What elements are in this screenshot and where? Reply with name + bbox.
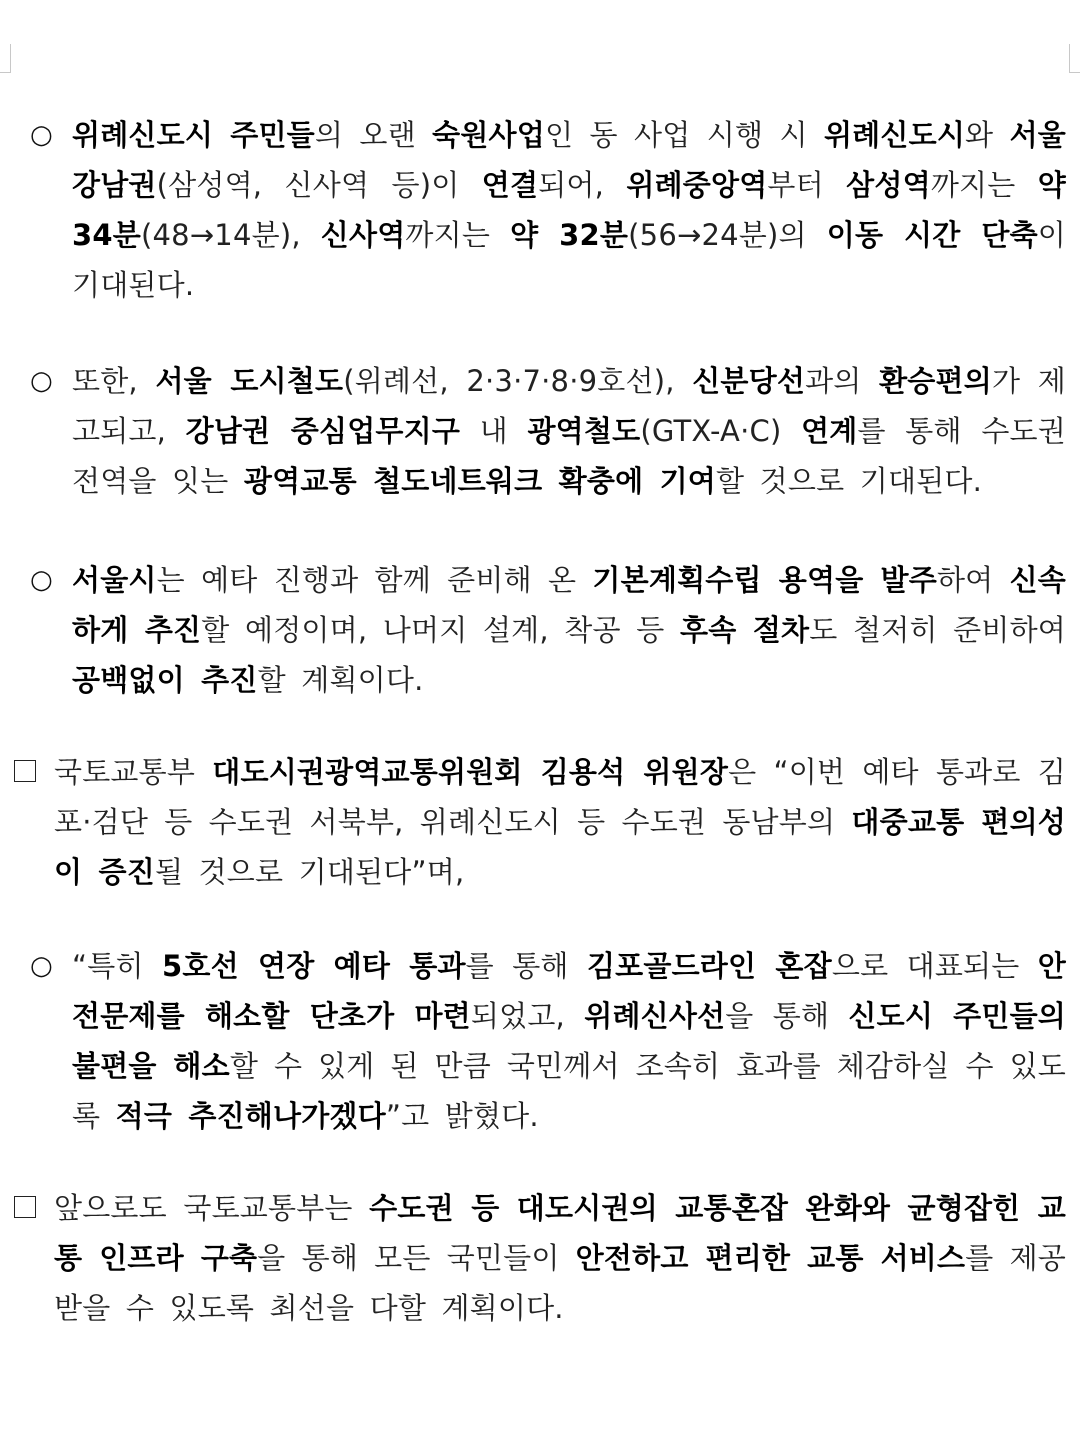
bold-text-run: 약 34분 [72,168,1066,252]
bold-text-run: 위례중앙역 [626,168,768,202]
text-run: (위례선, 2·3·7·8·9호선), [343,364,693,398]
bullet-circle: ○ [30,565,53,595]
text-run: “특히 [72,949,162,983]
text-run: 와 [965,118,1010,152]
bold-text-run: 환승편의 [879,364,992,398]
text-run: 를 통해 수도권 전역을 잇는 [72,414,1066,498]
paragraph-4 [54,747,1066,897]
bold-text-run: 약 32분 [510,218,629,252]
page-corner-mark-left [0,44,11,73]
text-run: 또한, [72,364,156,398]
text-run: 할 계획이다. [257,663,424,697]
text-run: 되어, [538,168,627,202]
text-run: 의 오랜 [314,118,433,152]
bullet-circle: ○ [30,120,53,150]
text-run: 할 예정이며, 나머지 설계, 착공 등 [201,613,680,647]
bold-text-run: 서울 도시철도 [155,364,344,398]
bold-text-run: 위례신도시 주민들 [72,118,315,152]
bold-text-run: 위례신도시 [823,118,966,152]
bold-text-run: 강남권 중심업무지구 [185,414,461,448]
text-run: 앞으로도 국토교통부는 [54,1191,370,1225]
text-run: 가 제고되고, [72,364,1066,448]
text-run: 으로 대표되는 [831,949,1038,983]
bold-text-run: 광역교통 철도네트워크 확충에 기여 [243,464,717,498]
square-bullet-icon [14,760,36,782]
text-run: 는 예타 진행과 함께 준비해 온 [156,563,593,597]
bold-text-run: 신사역 [320,218,406,252]
text-run: 까지는 [405,218,511,252]
bullet-circle: ○ [30,951,53,981]
text-run: (56→24분)의 [628,218,827,252]
text-run: (삼성역, 신사역 등)이 [156,168,482,202]
text-run: (GTX-A·C) [640,414,802,448]
text-run: 하여 [936,563,1010,597]
bold-text-run: 이동 시간 단축 [826,218,1038,252]
text-run: 될 것으로 기대된다”며, [154,855,465,889]
bold-text-run: 연계 [801,414,858,448]
text-run: 을 통해 [725,999,849,1033]
text-run: 도 철저히 준비하여 [809,613,1067,647]
bold-text-run: 김포골드라인 혼잡 [586,949,832,983]
bold-text-run: 신속하게 추진 [72,563,1067,647]
bold-text-run: 후속 절차 [680,613,810,647]
bold-text-run: 안전하고 편리한 교통 서비스 [575,1241,966,1275]
text-run: 를 제공받을 수 있도록 최선을 다할 계획이다. [54,1241,1066,1325]
bold-text-run: 숙원사업 [432,118,545,152]
bold-text-run: 기본계획수립 용역을 발주 [592,563,937,597]
paragraph-1 [72,110,1066,310]
bold-text-run: 대중교통 편의성이 증진 [54,805,1067,889]
bold-text-run: 신도시 주민들의 불편을 해소 [72,999,1066,1083]
square-bullet-icon [14,1196,36,1218]
paragraph-6 [54,1183,1066,1333]
text-run: 까지는 [930,168,1038,202]
text-run: 과의 [805,364,880,398]
text-run: 은 “이번 예타 통과로 김포·검단 등 수도권 서북부, 위례신도시 등 수도권 동남부의 [54,755,1066,839]
bold-text-run: 삼성역 [846,168,931,202]
text-run: 되었고, [470,999,585,1033]
bullet-circle: ○ [30,366,53,396]
bold-text-run: 서울 강남권 [72,118,1066,202]
paragraph-2 [72,356,1066,506]
bold-text-run: 서울시 [72,563,157,597]
bold-text-run: 위례신사선 [584,999,726,1033]
text-run: 국토교통부 [54,755,213,789]
text-run: 내 [460,414,528,448]
bold-text-run: 수도권 등 대도시권의 교통혼잡 완화와 균형잡힌 교통 인프라 구축 [54,1191,1066,1275]
bold-text-run: 적극 추진해나가겠다 [115,1099,386,1133]
bold-text-run: 광역철도 [527,414,641,448]
text-run: 인 동 사업 시행 시 [544,118,824,152]
paragraph-3 [72,555,1066,705]
text-run: 할 것으로 기대된다. [716,464,982,498]
text-run: ”고 밝혔다. [385,1099,539,1133]
text-run: 할 수 있게 된 만큼 국민께서 조속히 효과를 체감하실 수 있도록 [72,1049,1066,1133]
paragraph-5 [72,941,1066,1141]
text-run: 부터 [767,168,847,202]
text-run: 이 기대된다. [72,218,1067,302]
page-corner-mark-right [1069,44,1080,73]
bold-text-run: 대도시권광역교통위원회 김용석 위원장 [212,755,729,789]
bold-text-run: 공백없이 추진 [72,663,258,697]
bold-text-run: 신분당선 [692,364,806,398]
text-run: 을 통해 모든 국민들이 [257,1241,576,1275]
text-run: (48→14분), [140,218,321,252]
text-run: 를 통해 [465,949,587,983]
bold-text-run: 연결 [481,168,539,202]
bold-text-run: 5호선 연장 예타 통과 [161,949,466,983]
bold-text-run: 안전문제를 해소할 단초가 마련 [72,949,1067,1033]
